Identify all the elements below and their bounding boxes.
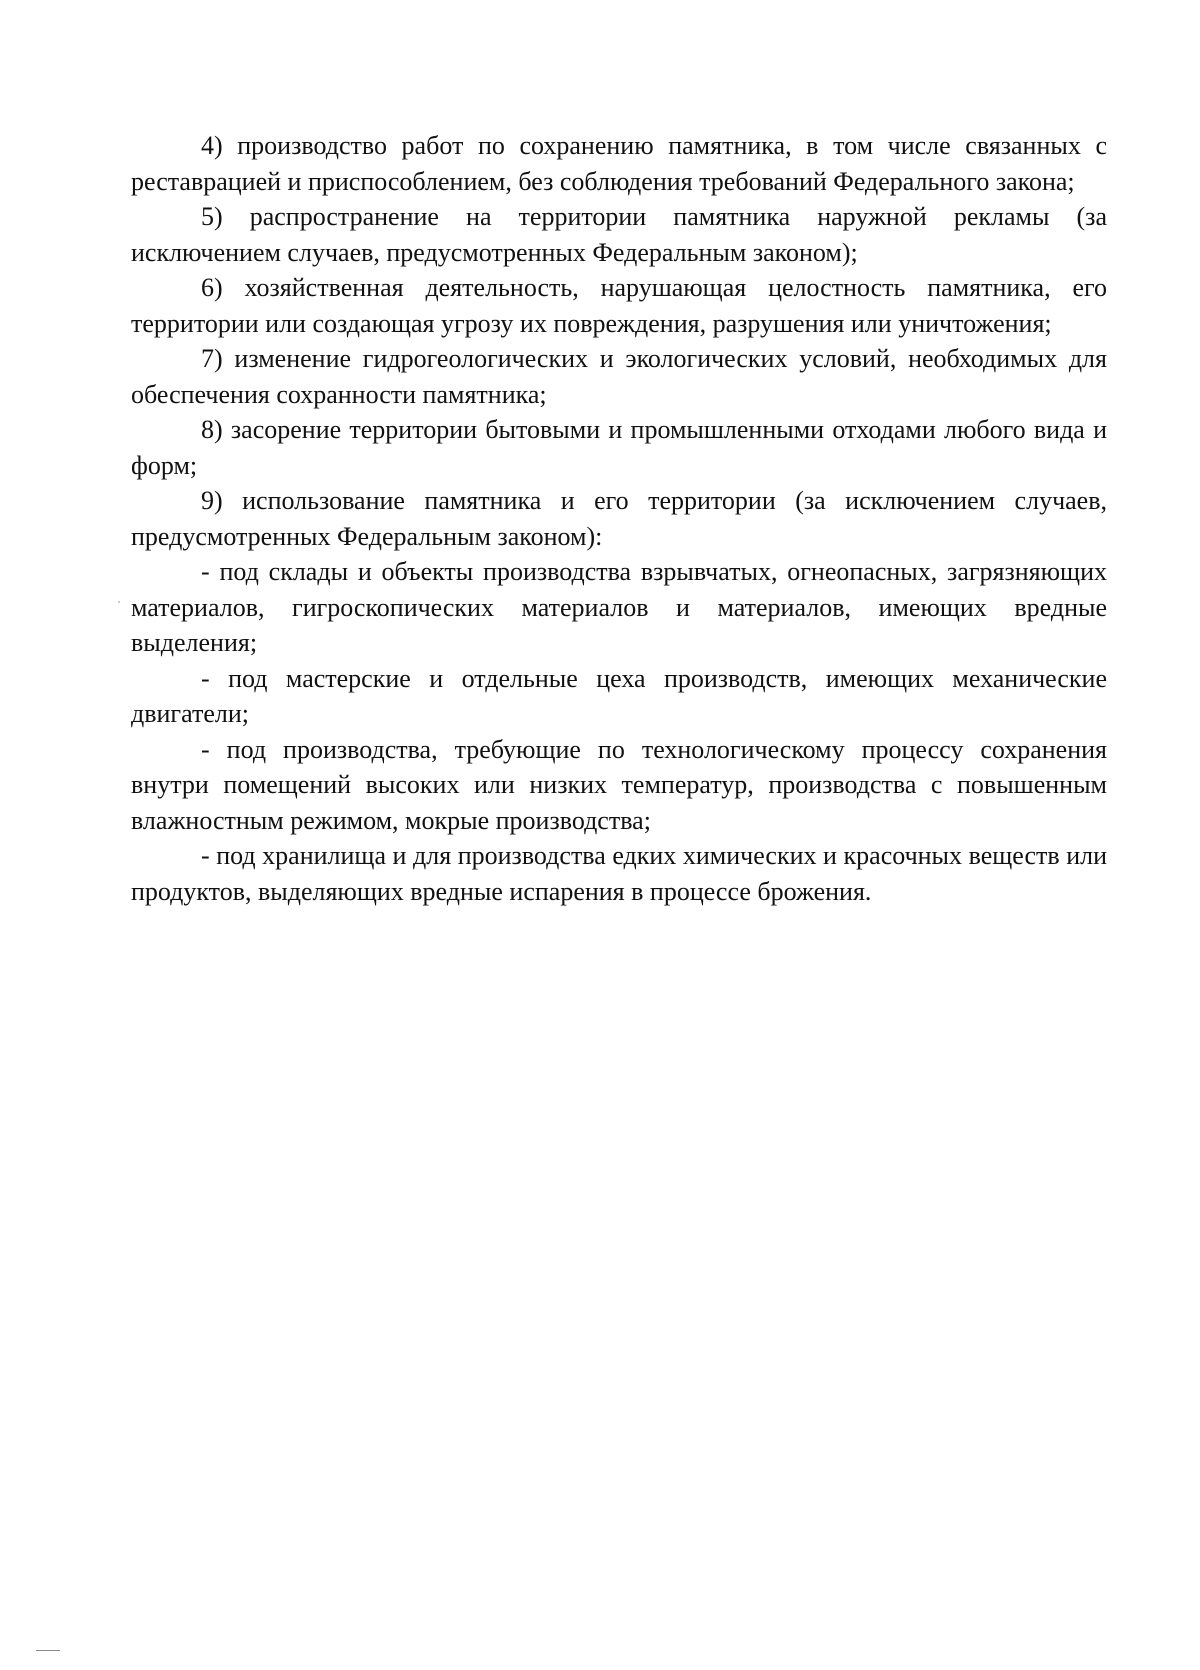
paragraph-item-7: 7) изменение гидрогеологических и экологических условий, необходимых для обеспечения сохранности памятника;	[131, 344, 1107, 409]
paragraph-item-4: 4) производство работ по сохранению памятника, в том числе связанных с реставрацией и приспособлением, без соблюдения требований Федерального закона;	[131, 131, 1107, 196]
sub-item-temperature-production: - под производства, требующие по технологическому процессу сохранения внутри помещений высоких или низких температур, производства с повышенным влажностным режимом, мокрые производства;	[131, 734, 1107, 835]
scan-edge-mark	[36, 1650, 60, 1651]
document-body	[131, 128, 1107, 909]
paragraph-item-9: 9) использование памятника и его территории (за исключением случаев, предусмотренных Федеральным законом):	[131, 486, 1107, 551]
sub-item-chemical-storage: - под хранилища и для производства едких химических и красочных веществ или продуктов, выделяющих вредные испарения в процессе брожения.	[131, 841, 1107, 906]
scan-speck	[118, 601, 120, 603]
paragraph-item-5: 5) распространение на территории памятника наружной рекламы (за исключением случаев, предусмотренных Федеральным законом);	[131, 202, 1107, 267]
sub-item-workshops: - под мастерские и отдельные цеха производств, имеющих механические двигатели;	[131, 663, 1107, 728]
paragraph-item-8: 8) засорение территории бытовыми и промышленными отходами любого вида и форм;	[131, 415, 1107, 480]
sub-item-warehouses: - под склады и объекты производства взрывчатых, огнеопасных, загрязняющих материалов, гигроскопических материалов и материалов, имеющих вредные выделения;	[131, 557, 1107, 657]
paragraph-item-6: 6) хозяйственная деятельность, нарушающая целостность памятника, его территории или создающая угрозу их повреждения, разрушения или уничтожения;	[131, 273, 1107, 338]
